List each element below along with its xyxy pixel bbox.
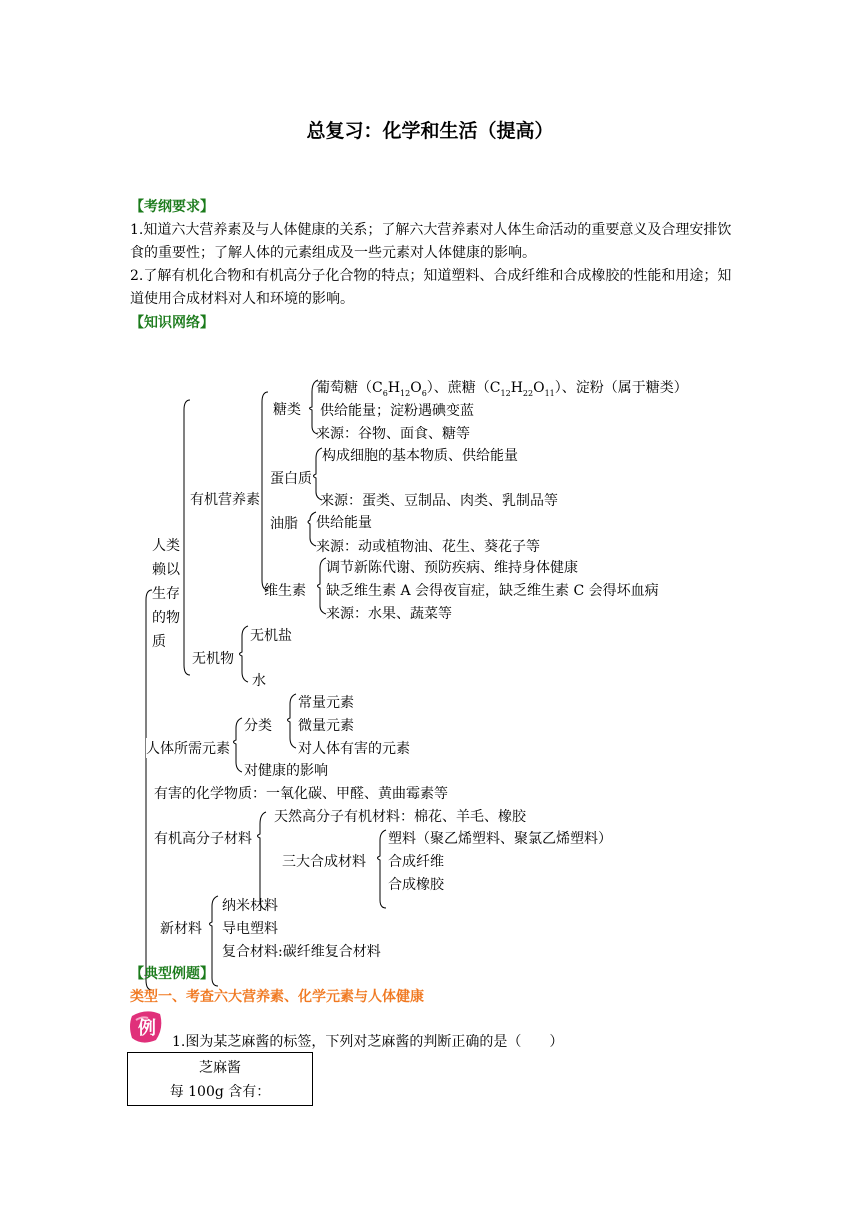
example-badge-icon xyxy=(128,1010,164,1044)
newmat-item-1: 纳米材料 xyxy=(222,898,278,914)
label-title: 芝麻酱 xyxy=(199,1060,241,1076)
vitamin-item-2: 缺乏维生素 A 会得夜盲症，缺乏维生素 C 会得坏血病 xyxy=(326,583,659,599)
root-line-1: 人类 xyxy=(152,538,180,554)
vitamin-label: 维生素 xyxy=(264,583,306,599)
effect-label: 对健康的影响 xyxy=(244,763,328,779)
synthetic-item-3: 合成橡胶 xyxy=(388,877,444,893)
sugar-item-2: 来源：谷物、面食、糖等 xyxy=(316,426,470,442)
classify-item-1: 常量元素 xyxy=(298,695,354,711)
fat-item-2: 来源：动或植物油、花生、葵花子等 xyxy=(316,539,540,555)
badge-text: 例 xyxy=(138,1018,156,1039)
root-label xyxy=(152,534,180,654)
syllabus-heading: 【考纲要求】 xyxy=(130,199,214,215)
syllabus-item-1: 1.知道六大营养素及与人体健康的关系；了解六大营养素对人体生命活动的重要意义及合理安排饮食的重要性；了解人体的元素组成及一些元素对人体健康的影响。 xyxy=(130,222,732,261)
inorganic-label: 无机物 xyxy=(192,651,234,667)
synthetic-item-1: 塑料（聚乙烯塑料、聚氯乙烯塑料） xyxy=(388,831,612,847)
newmat-item-2: 导电塑料 xyxy=(222,921,278,937)
harmful-label: 有害的化学物质：一氧化碳、甲醛、黄曲霉素等 xyxy=(154,786,448,802)
protein-label: 蛋白质 xyxy=(270,471,312,487)
synthetic-item-2: 合成纤维 xyxy=(388,854,444,870)
root-line-4: 的物 xyxy=(152,610,180,626)
fat-item-1: 供给能量 xyxy=(316,515,372,531)
protein-item-2: 来源：蛋类、豆制品、肉类、乳制品等 xyxy=(320,493,558,509)
sugar-item-1: 供给能量；淀粉遇碘变蓝 xyxy=(320,403,474,419)
synthetic-label: 三大合成材料 xyxy=(282,854,366,870)
vitamin-item-1: 调节新陈代谢、预防疾病、维持身体健康 xyxy=(326,560,578,576)
newmat-item-3: 复合材料:碳纤维复合材料 xyxy=(222,944,381,960)
sesame-label-box xyxy=(127,1052,313,1106)
root-line-5: 质 xyxy=(152,634,166,650)
classify-item-3: 对人体有害的元素 xyxy=(298,741,410,757)
sugar-formula: 葡萄糖$(C_6H_{12}O_6)$、蔗糖$(C_{12}H_{22}O_{11})$、淀粉（属于糖类） xyxy=(316,380,688,398)
type1-heading: 类型一、考查六大营养素、化学元素与人体健康 xyxy=(130,989,424,1005)
elements-label: 人体所需元素 xyxy=(146,738,230,758)
vitamin-item-3: 来源：水果、蔬菜等 xyxy=(326,606,452,622)
classify-item-2: 微量元素 xyxy=(298,718,354,734)
protein-item-1: 构成细胞的基本物质、供给能量 xyxy=(322,448,518,464)
syllabus-item-2: 2.了解有机化合物和有机高分子化合物的特点；知道塑料、合成纤维和合成橡胶的性能和用途；知道使用合成材料对人和环境的影响。 xyxy=(130,268,732,307)
sugar-label: 糖类 xyxy=(273,402,301,418)
network-heading: 【知识网络】 xyxy=(130,315,214,331)
polymer-label: 有机高分子材料 xyxy=(154,831,252,847)
root-line-3: 生存 xyxy=(152,586,180,602)
page-title: 总复习：化学和生活（提高） xyxy=(306,120,554,142)
question-1: 1.图为某芝麻酱的标签，下列对芝麻酱的判断正确的是（ ） xyxy=(172,1034,564,1050)
label-subtitle: 每 100g 含有： xyxy=(169,1084,271,1100)
inorganic-item-2: 水 xyxy=(252,673,266,689)
newmat-label: 新材料 xyxy=(160,921,202,937)
root-line-2: 赖以 xyxy=(152,562,180,578)
fat-label: 油脂 xyxy=(270,516,298,532)
natural-label: 天然高分子有机材料：棉花、羊毛、橡胶 xyxy=(274,809,526,825)
organic-label: 有机营养素 xyxy=(190,492,260,508)
inorganic-item-1: 无机盐 xyxy=(250,628,292,644)
examples-heading: 【典型例题】 xyxy=(130,966,214,982)
classify-label: 分类 xyxy=(244,718,272,734)
